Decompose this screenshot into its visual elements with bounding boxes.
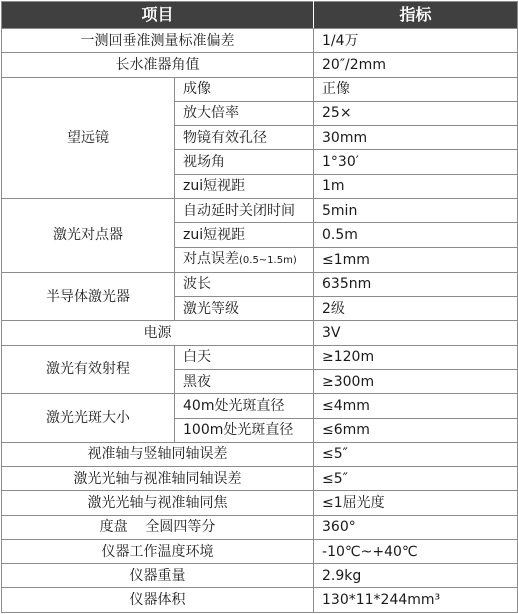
sub-label: 视场角: [175, 150, 314, 174]
row-label-power: 电源: [2, 321, 314, 345]
sub-label: 波长: [175, 272, 314, 296]
sub-label: 自动延时关闭时间: [175, 198, 314, 222]
header-item: 项目: [2, 2, 314, 29]
table-row: [2, 588, 518, 613]
sub-value: 25×: [314, 101, 518, 125]
sub-value: ≥300m: [314, 369, 518, 393]
sub-value: 1°30′: [314, 150, 518, 174]
sub-label: 100m处光斑直径: [175, 418, 314, 442]
group-label-laser-plummet: 激光对点器: [2, 198, 175, 272]
sub-value: 30mm: [314, 126, 518, 150]
table-header-row: [2, 2, 518, 29]
row-value-temp: -10℃~+40℃: [314, 539, 518, 563]
sub-value: 0.5m: [314, 223, 518, 247]
spec-table: [1, 1, 518, 613]
row-value-dial: 360°: [314, 515, 518, 539]
sub-value: 1m: [314, 174, 518, 198]
table-row: [2, 272, 518, 296]
table-row: [2, 467, 518, 491]
sub-value: 635nm: [314, 272, 518, 296]
sub-label-with-range: [175, 247, 314, 272]
row-value-coaxial-vertical: ≤5″: [314, 442, 518, 466]
table-row: [2, 53, 518, 77]
sub-label-range: (0.5~1.5m): [239, 254, 297, 266]
row-value-confocal: ≤1屈光度: [314, 491, 518, 515]
row-label-accuracy: 一测回垂准测量标准偏差: [2, 29, 314, 53]
row-label-volume: 仪器体积: [2, 588, 314, 613]
group-label-laser-range: 激光有效射程: [2, 345, 175, 394]
sub-value: 5min: [314, 198, 518, 222]
sub-label-text: 对点误差: [183, 250, 239, 267]
sub-label: 放大倍率: [175, 101, 314, 125]
sub-label: 40m处光斑直径: [175, 394, 314, 418]
sub-label: zui短视距: [175, 174, 314, 198]
sub-value: ≤6mm: [314, 418, 518, 442]
sub-value: ≤1mm: [314, 247, 518, 272]
row-label-dial: 度盘 全圆四等分: [2, 515, 314, 539]
table-row: [2, 564, 518, 588]
sub-label: 黑夜: [175, 369, 314, 393]
group-label-telescope: 望远镜: [2, 77, 175, 198]
row-label-temp: 仪器工作温度环境: [2, 539, 314, 563]
table-row: [2, 442, 518, 466]
row-value-power: 3V: [314, 321, 518, 345]
row-label-coaxial-sight: 激光光轴与视准轴同轴误差: [2, 467, 314, 491]
sub-label: 成像: [175, 77, 314, 101]
row-label-level-vial: 长水准器角值: [2, 53, 314, 77]
sub-label: zui短视距: [175, 223, 314, 247]
sub-label: 物镜有效孔径: [175, 126, 314, 150]
header-spec: 指标: [314, 2, 518, 29]
table-row: [2, 198, 518, 222]
row-label-weight: 仪器重量: [2, 564, 314, 588]
table-row: [2, 77, 518, 101]
sub-label: 白天: [175, 345, 314, 369]
row-label-coaxial-vertical: 视准轴与竖轴同轴误差: [2, 442, 314, 466]
group-label-semiconductor-laser: 半导体激光器: [2, 272, 175, 321]
sub-value: ≤4mm: [314, 394, 518, 418]
table-row: [2, 29, 518, 53]
table-row: [2, 321, 518, 345]
group-label-laser-spot: 激光光斑大小: [2, 394, 175, 443]
table-row: [2, 394, 518, 418]
row-value-volume: 130*11*244mm³: [314, 588, 518, 613]
sub-value: ≥120m: [314, 345, 518, 369]
table-row: [2, 491, 518, 515]
sub-label: 激光等级: [175, 297, 314, 321]
table-row: [2, 515, 518, 539]
row-value-accuracy: 1/4万: [314, 29, 518, 53]
sub-value: 2级: [314, 297, 518, 321]
row-value-coaxial-sight: ≤5″: [314, 467, 518, 491]
table-row: [2, 345, 518, 369]
row-value-weight: 2.9kg: [314, 564, 518, 588]
sub-value: 正像: [314, 77, 518, 101]
row-value-level-vial: 20″/2mm: [314, 53, 518, 77]
table-row: [2, 539, 518, 563]
row-label-confocal: 激光光轴与视准轴同焦: [2, 491, 314, 515]
